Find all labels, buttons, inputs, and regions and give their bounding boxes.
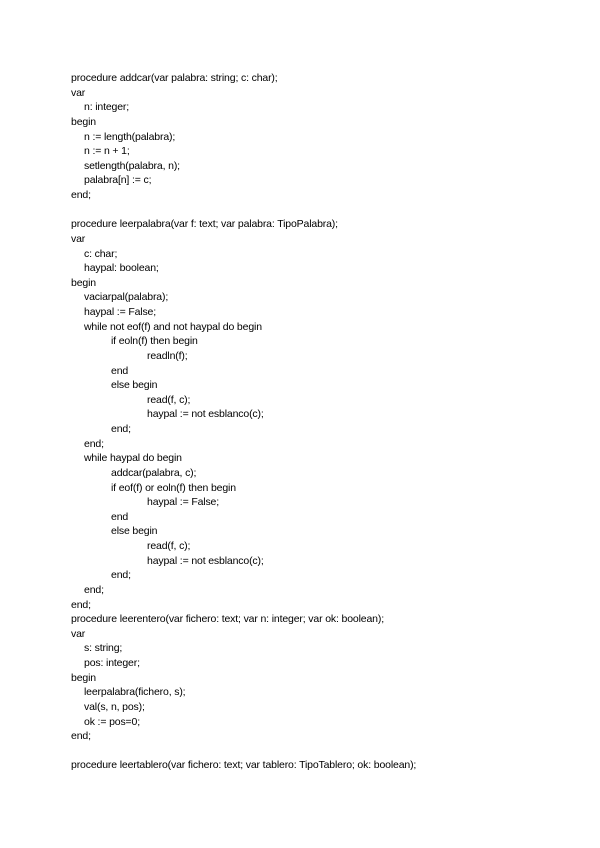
code-line: var [71,627,86,640]
code-line: end [111,364,129,377]
code-line: pos: integer; [84,657,140,669]
code-line: end; [71,730,91,743]
code-line: procedure leertablero(var fichero: text; var tablero: TipoTablero; ok: boolean); [71,759,417,772]
code-line: end; [71,189,91,201]
code-line: if eoln(f) then begin [111,335,198,348]
code-line: var [71,86,86,99]
code-line: begin [71,671,96,684]
code-line: end; [71,598,91,611]
code-line: haypal := not esblanco(c); [147,554,264,567]
code-line: end; [84,583,104,596]
code-line: begin [71,115,96,128]
code-line: c: char; [84,247,118,260]
code-line: begin [71,276,96,289]
code-line: haypal := not esblanco(c); [147,408,264,421]
code-line: if eof(f) or eoln(f) then begin [111,481,236,494]
code-line: haypal := False; [147,496,220,509]
code-line: setlength(palabra, n); [84,159,180,172]
code-line: haypal: boolean; [84,262,159,275]
code-line: else begin [111,525,158,538]
code-line: read(f, c); [147,393,191,406]
blank-line [71,744,581,759]
code-line: var [71,232,86,245]
code-line: procedure leerentero(var fichero: text; var n: integer; var ok: boolean); [71,613,384,626]
pascal-code-listing [71,71,581,773]
code-line: addcar(palabra, c); [111,466,197,479]
code-line: vaciarpal(palabra); [84,291,169,304]
code-line: haypal := False; [84,306,157,318]
code-line: while haypal do begin [84,452,182,465]
code-line: while not eof(f) and not haypal do begin [84,320,262,333]
code-line: readln(f); [147,349,188,362]
code-line: palabra[n] := c; [84,174,152,187]
code-line: end; [111,423,131,435]
code-line: n: integer; [84,101,130,114]
code-line: ok := pos=0; [84,715,140,728]
code-line: else begin [111,379,158,392]
code-line: read(f, c); [147,540,191,552]
code-line: n := n + 1; [84,145,130,158]
code-line: s: string; [84,642,123,655]
code-line: procedure leerpalabra(var f: text; var palabra: TipoPalabra); [71,218,338,231]
code-line: n := length(palabra); [84,130,176,143]
code-line: end [111,510,129,523]
code-line: leerpalabra(fichero, s); [84,686,186,699]
blank-line [71,203,581,218]
code-line: end; [111,569,131,582]
code-line: procedure addcar(var palabra: string; c: char); [71,72,278,84]
code-line: val(s, n, pos); [84,700,145,713]
code-line: end; [84,437,104,450]
